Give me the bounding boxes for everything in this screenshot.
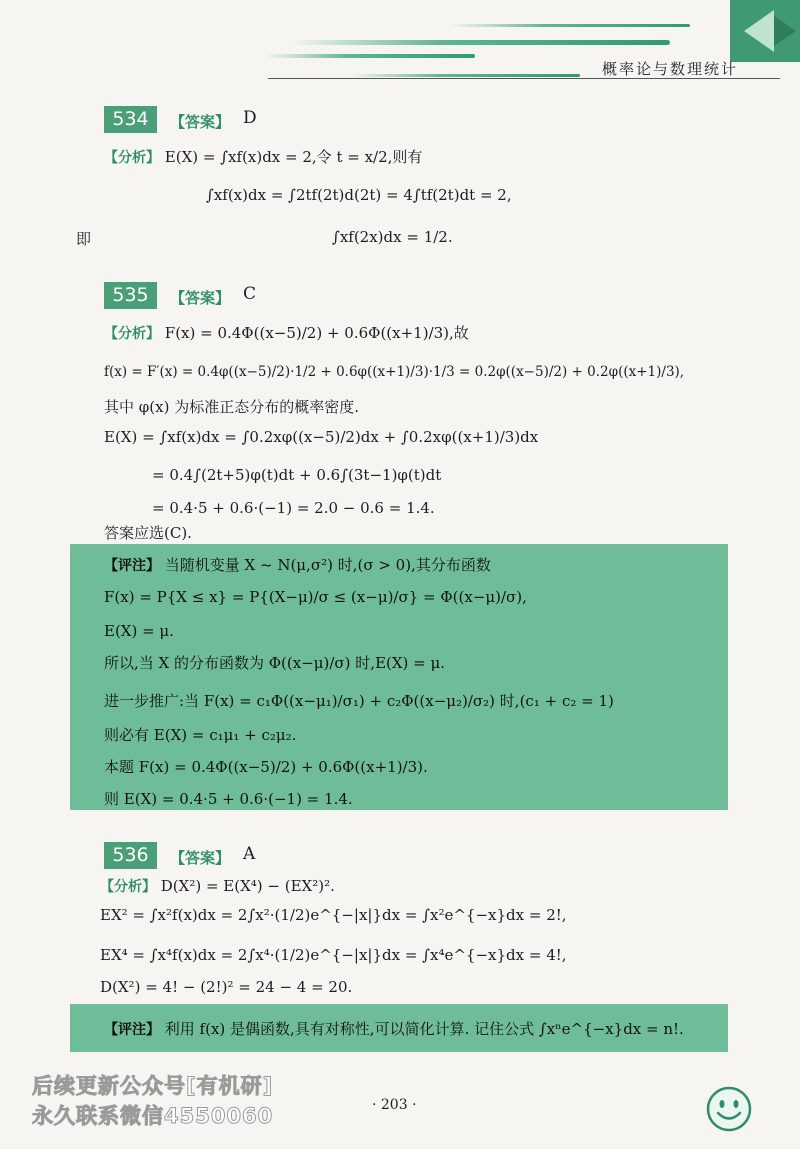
note-535-line5: 进一步推广:当 F(x) = c₁Φ((x−μ₁)/σ₁) + c₂Φ((x−μ₂)/σ₂) 时,(c₁ + c₂ = 1): [104, 692, 614, 710]
analysis-536-line1-text: D(X²) = E(X⁴) − (EX²)².: [160, 877, 335, 895]
note-label-535: 【评注】: [104, 558, 160, 574]
page-number: · 203 ·: [372, 1097, 417, 1113]
question-number-536: 536: [104, 842, 157, 869]
analysis-535-line7: 答案应选(C).: [104, 524, 192, 542]
question-number-534: 534: [104, 106, 157, 133]
analysis-label-536: 【分析】: [100, 879, 156, 895]
header-rule: [268, 78, 780, 79]
answer-value-536: A: [243, 844, 256, 864]
analysis-535-line1-text: F(x) = 0.4Φ((x−5)/2) + 0.6Φ((x+1)/3),故: [164, 324, 469, 342]
note-535-line1: [104, 554, 491, 575]
analysis-534-line1-text: E(X) = ∫xf(x)dx = 2,令 t = x/2,则有: [164, 148, 423, 166]
note-box-535: [70, 544, 728, 810]
analysis-label-534: 【分析】: [104, 150, 160, 166]
corner-triangle-icon: [730, 0, 800, 62]
analysis-536-line2: EX² = ∫x²f(x)dx = 2∫x²·(1/2)e^{−|x|}dx = ∫x²e^{−x}dx = 2!,: [100, 906, 567, 924]
analysis-535-line3: 其中 φ(x) 为标准正态分布的概率密度.: [104, 398, 359, 416]
question-number-535: 535: [104, 282, 157, 309]
analysis-534-prefix: 即: [76, 230, 92, 248]
note-535-line7: 本题 F(x) = 0.4Φ((x−5)/2) + 0.6Φ((x+1)/3).: [104, 758, 428, 776]
answer-value-535: C: [243, 284, 257, 304]
note-535-line4: 所以,当 X 的分布函数为 Φ((x−μ)/σ) 时,E(X) = μ.: [104, 654, 446, 672]
analysis-535-line6: = 0.4·5 + 0.6·(−1) = 2.0 − 0.6 = 1.4.: [152, 499, 435, 517]
watermark-line1: 后续更新公众号[有机研]: [32, 1074, 274, 1098]
analysis-534-line3: ∫xf(2x)dx = 1/2.: [332, 228, 453, 246]
header-deco-bar-3: [450, 24, 690, 27]
header-deco-bar-4: [350, 74, 580, 77]
analysis-534-line1: [104, 146, 422, 167]
note-box-536: [70, 1004, 728, 1052]
analysis-535-line4: E(X) = ∫xf(x)dx = ∫0.2xφ((x−5)/2)dx + ∫0.2xφ((x+1)/3)dx: [104, 428, 539, 446]
analysis-536-line3: EX⁴ = ∫x⁴f(x)dx = 2∫x⁴·(1/2)e^{−|x|}dx = ∫x⁴e^{−x}dx = 4!,: [100, 946, 567, 964]
note-536-text: 利用 f(x) 是偶函数,具有对称性,可以简化计算. 记住公式 ∫xⁿe^{−x}dx = n!.: [164, 1020, 684, 1038]
header-title: 概率论与数理统计: [601, 60, 738, 78]
note-535-line8: 则 E(X) = 0.4·5 + 0.6·(−1) = 1.4.: [104, 790, 353, 808]
analysis-535-line5: = 0.4∫(2t+5)φ(t)dt + 0.6∫(3t−1)φ(t)dt: [152, 466, 442, 484]
watermark-line2: 永久联系微信4550060: [32, 1104, 274, 1128]
analysis-535-line2: f(x) = F′(x) = 0.4φ((x−5)/2)·1/2 + 0.6φ((x+1)/3)·1/3 = 0.2φ((x−5)/2) + 0.2φ((x+1)/3),: [104, 364, 685, 380]
note-label-536: 【评注】: [104, 1022, 160, 1038]
note-535-line2: F(x) = P{X ≤ x} = P{(X−μ)/σ ≤ (x−μ)/σ} = Φ((x−μ)/σ),: [104, 588, 527, 606]
analysis-536-line4: D(X²) = 4! − (2!)² = 24 − 4 = 20.: [100, 978, 353, 996]
header-deco-bar-2: [265, 54, 475, 58]
note-536-line: [104, 1018, 684, 1039]
note-535-line1-text: 当随机变量 X ~ N(μ,σ²) 时,(σ > 0),其分布函数: [164, 556, 491, 574]
note-535-line6: 则必有 E(X) = c₁μ₁ + c₂μ₂.: [104, 726, 297, 744]
answer-label-534: 【答案】: [170, 113, 231, 131]
analysis-536-line1: [100, 876, 335, 896]
answer-label-535: 【答案】: [170, 289, 231, 307]
smiley-icon: [706, 1086, 752, 1132]
analysis-label-535: 【分析】: [104, 326, 160, 342]
answer-label-536: 【答案】: [170, 849, 231, 867]
answer-value-534: D: [243, 108, 257, 128]
analysis-534-line2: ∫xf(x)dx = ∫2tf(2t)d(2t) = 4∫tf(2t)dt = 2,: [206, 186, 512, 204]
analysis-535-line1: [104, 322, 469, 343]
header-deco-bar-1: [290, 40, 670, 45]
note-535-line3: E(X) = μ.: [104, 622, 174, 640]
